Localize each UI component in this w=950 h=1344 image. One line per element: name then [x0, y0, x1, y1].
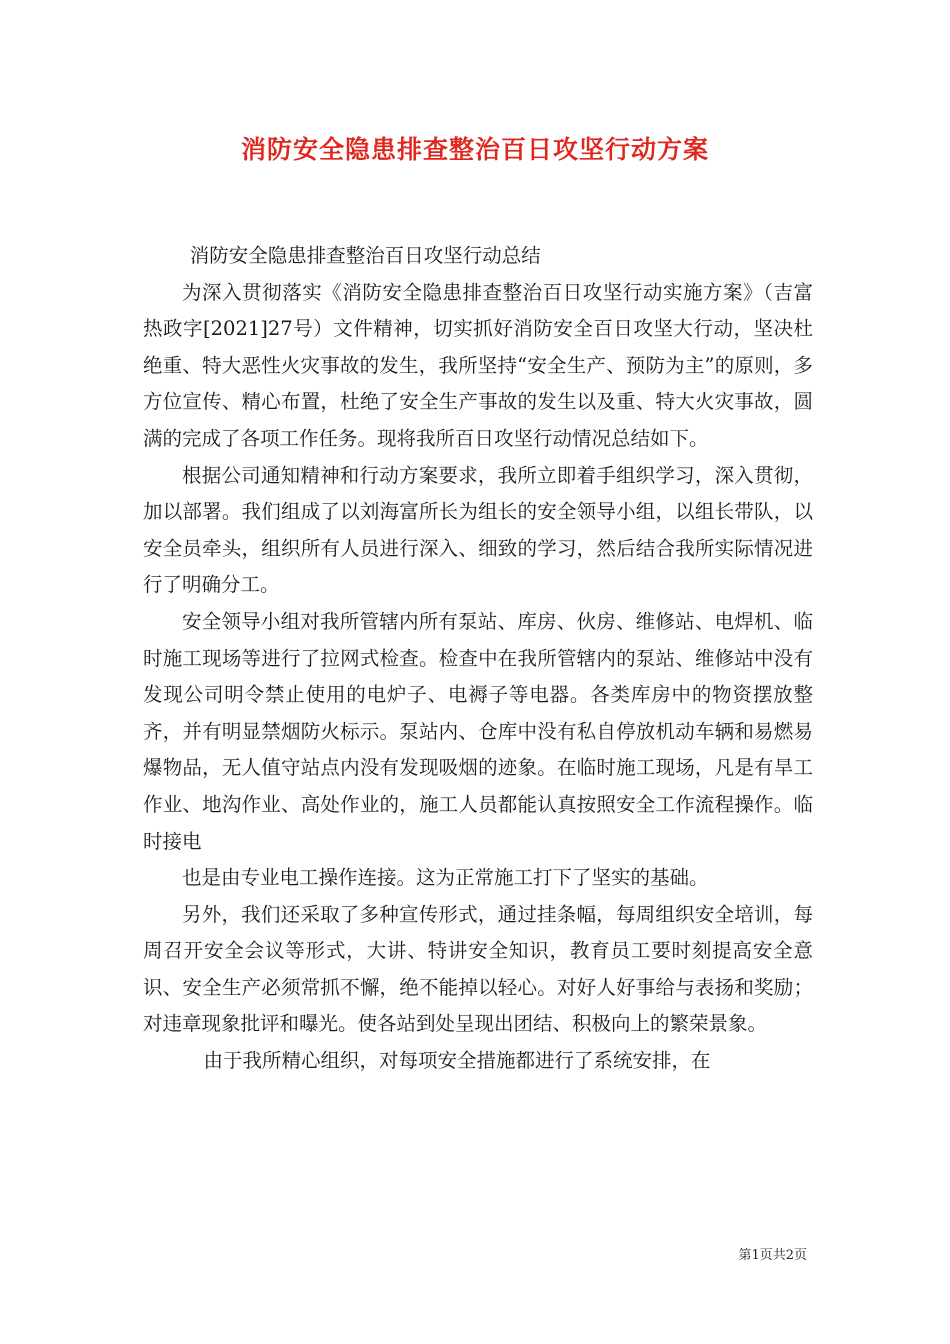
paragraph-publicity: 另外，我们还采取了多种宣传形式，通过挂条幅，每周组织安全培训，每周召开安全会议等形式，大讲、特讲安全知识，教育员工要时刻提高安全意识、安全生产必须常抓不懈，绝不能掉以轻心。对好人好事给与表扬和奖励；对违章现象批评和曝光。使各站到处呈现出团结、积极向上的繁荣景象。: [143, 902, 813, 1036]
page-number: 第1页共2页: [738, 1248, 807, 1263]
page-title: 消防安全隐患排查整治百日攻坚行动方案: [240, 135, 709, 164]
paragraph-intro: 为深入贯彻落实《消防安全隐患排查整治百日攻坚行动实施方案》（吉富热政字[2021]27号）文件精神，切实抓好消防安全百日攻坚大行动，坚决杜绝重、特大恶性火灾事故的发生，我所坚持“安全生产、预防为主”的原则，多方位宣传、精心布置，杜绝了安全生产事故的发生以及重、特大火灾事故，圆满的完成了各项工作任务。现将我所百日攻坚行动情况总结如下。: [143, 280, 813, 450]
document-body: [143, 238, 813, 1080]
paragraph-inspection: 安全领导小组对我所管辖内所有泵站、库房、伙房、维修站、电焊机、临时施工现场等进行了拉网式检查。检查中在我所管辖内的泵站、维修站中没有发现公司明令禁止使用的电炉子、电褥子等电器。各类库房中的物资摆放整齐，并有明显禁烟防火标示。泵站内、仓库中没有私自停放机动车辆和易燃易爆物品，无人值守站点内没有发现吸烟的迹象。在临时施工现场，凡是有旱工作业、地沟作业、高处作业的，施工人员都能认真按照安全工作流程操作。临时接电: [143, 609, 813, 853]
paragraph-conclusion: 由于我所精心组织，对每项安全措施都进行了系统安排，在: [203, 1049, 711, 1073]
paragraph-organization: 根据公司通知精神和行动方案要求，我所立即着手组织学习，深入贯彻，加以部署。我们组成了以刘海富所长为组长的安全领导小组，以组长带队，以安全员牵头，组织所有人员进行深入、细致的学习，然后结合我所实际情况进行了明确分工。: [143, 463, 813, 597]
paragraph-electrician: 也是由专业电工操作连接。这为正常施工打下了坚实的基础。: [182, 866, 709, 890]
subtitle-line: 消防安全隐患排查整治百日攻坚行动总结: [189, 244, 541, 267]
